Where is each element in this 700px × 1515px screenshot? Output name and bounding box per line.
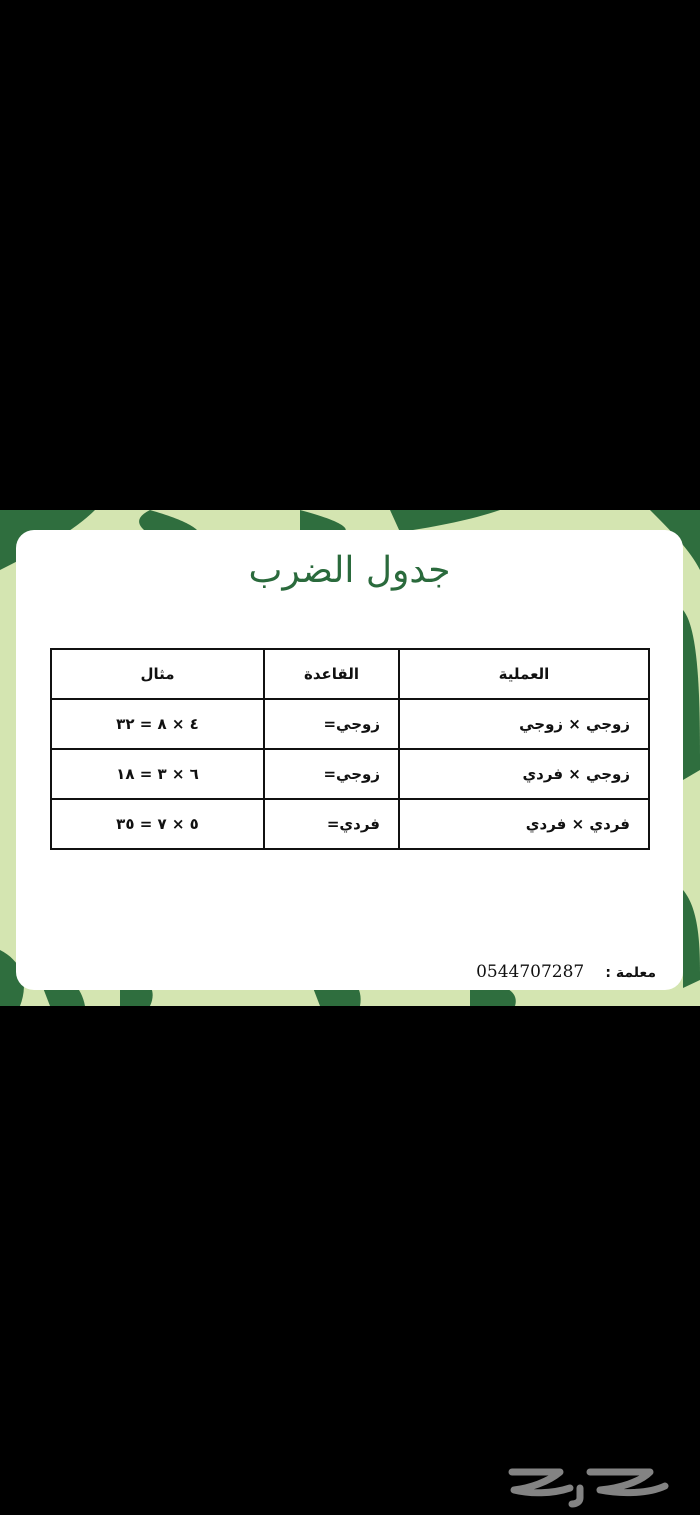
table-row — [51, 749, 649, 799]
table-row — [51, 799, 649, 849]
cell-rule: زوجي= — [264, 699, 399, 749]
header-operation: العملية — [399, 649, 649, 699]
cell-example: ٥ × ٧ = ٣٥ — [51, 799, 264, 849]
table-header-row — [51, 649, 649, 699]
content-card — [16, 530, 683, 990]
header-rule: القاعدة — [264, 649, 399, 699]
poster — [0, 510, 700, 1006]
teacher-contact — [456, 962, 656, 986]
cell-operation: زوجي × فردي — [399, 749, 649, 799]
table-row — [51, 699, 649, 749]
cell-rule: زوجي= — [264, 749, 399, 799]
teacher-label: معلمة : — [605, 965, 656, 981]
cell-example: ٦ × ٣ = ١٨ — [51, 749, 264, 799]
multiplication-rules-table — [50, 648, 650, 850]
poster-title: جدول الضرب — [248, 550, 451, 591]
cell-operation: فردي × فردي — [399, 799, 649, 849]
cell-rule: فردي= — [264, 799, 399, 849]
phone-number: 0544707287 — [476, 962, 585, 982]
header-example: مثال — [51, 649, 264, 699]
cell-example: ٤ × ٨ = ٣٢ — [51, 699, 264, 749]
haraj-logo-icon — [500, 1458, 680, 1508]
cell-operation: زوجي × زوجي — [399, 699, 649, 749]
